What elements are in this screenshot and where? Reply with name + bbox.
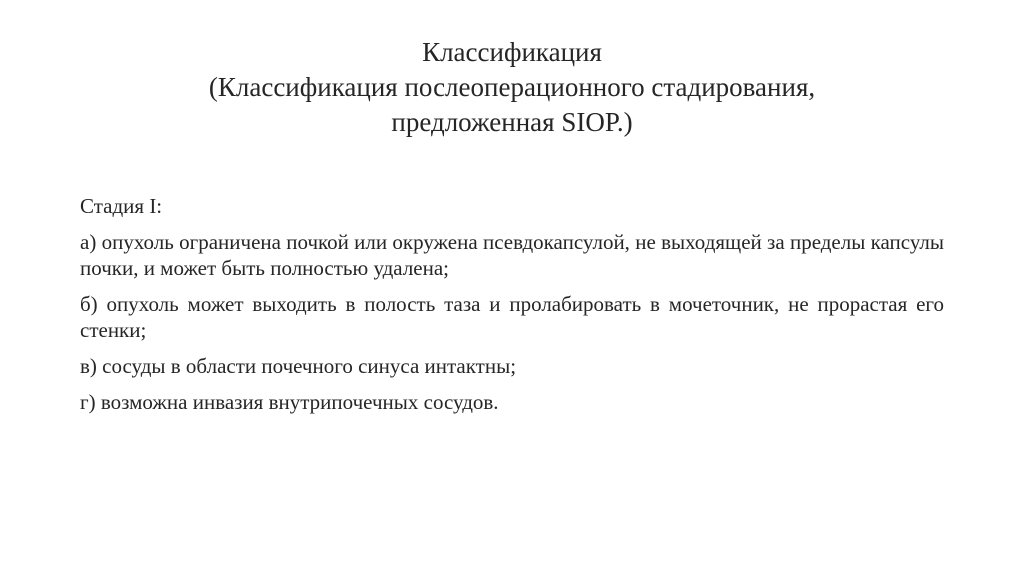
list-item-d: г) возможна инвазия внутрипочечных сосудов. bbox=[80, 390, 499, 414]
list-item-c: в) сосуды в области почечного синуса интактны; bbox=[80, 354, 517, 378]
list-item-a: а) опухоль ограничена почкой или окружена псевдокапсулой, не выходящей за пределы капсулы почки, и может быть полностью удалена; bbox=[80, 230, 944, 280]
title-line: предложенная SIOP.) bbox=[391, 107, 633, 137]
title-line: (Классификация послеоперационного стадирования, bbox=[208, 72, 816, 102]
list-item-b: б) опухоль может выходить в полость таза и пролабировать в мочеточник, не прорастая его стенки; bbox=[80, 292, 944, 342]
stage-heading: Стадия I: bbox=[80, 194, 163, 218]
title-line: Классификация bbox=[422, 37, 602, 67]
slide-title bbox=[120, 35, 904, 140]
slide-body bbox=[80, 193, 944, 425]
